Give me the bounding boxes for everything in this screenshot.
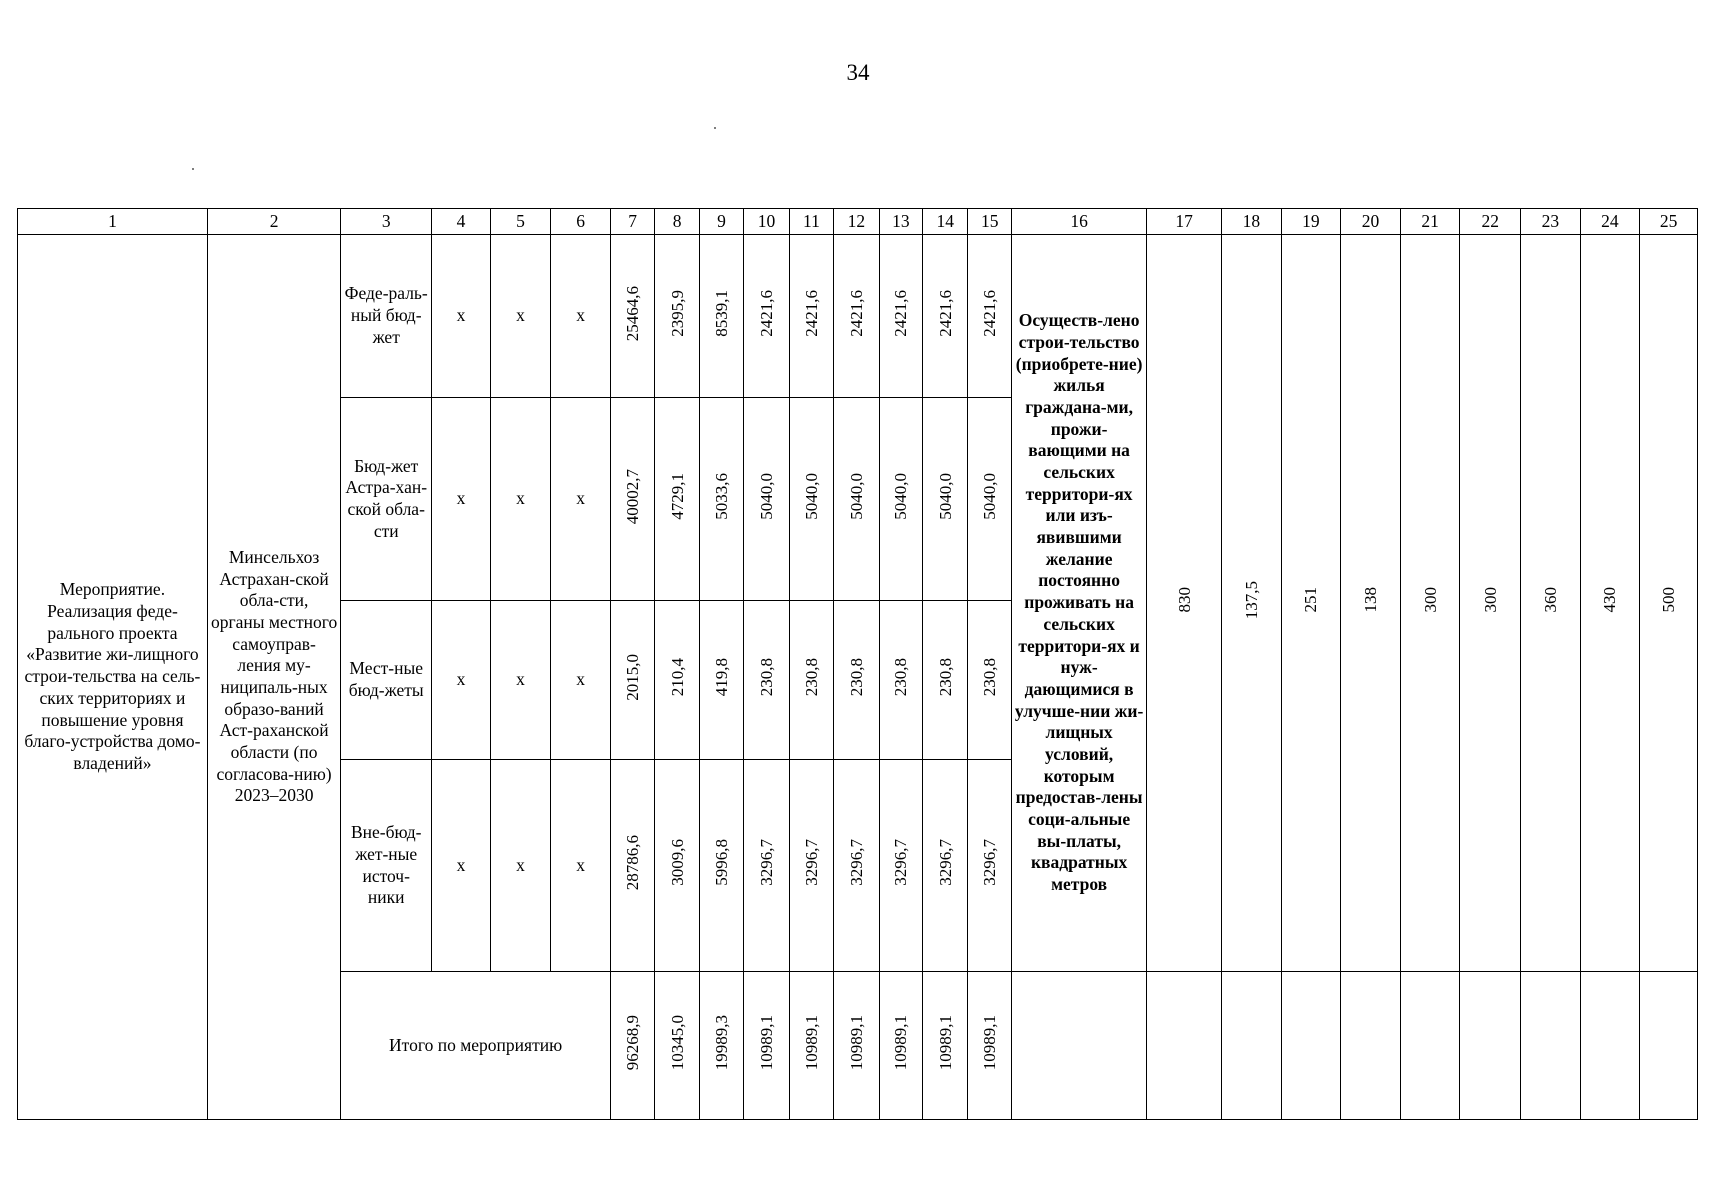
funding-value-cell-text: 5040,0	[935, 472, 955, 520]
empty-cell	[1341, 972, 1401, 1120]
empty-cell	[1400, 972, 1460, 1120]
total-value-cell-text: 10989,1	[980, 1015, 1000, 1071]
indicator-cell: Осуществ-лено строи-тельство (приобрете-ние) жилья граждана-ми, прожи-вающими на сельских территори-ях или изъ-явившими желание постоянно проживать на сельских территори-ях и нуж-дающимися в улучше-нии жи-лищных условий, которым предостав-лены соци-альные вы-платы, квадратных метров	[1011, 235, 1146, 972]
empty-cell	[1460, 972, 1521, 1120]
total-value-cell	[789, 972, 833, 1120]
column-number-header: 13	[879, 209, 922, 235]
indicator-value-cell	[1460, 235, 1521, 972]
executor-cell: Минсельхоз Астрахан-ской обла-сти, органы местного самоуправ-ления му-ниципаль-ных образо-ваний Аст-раханской области (по согласова-нию) 2023–2030	[207, 235, 340, 1120]
funding-value-cell	[968, 398, 1011, 601]
mark-cell: x	[432, 398, 491, 601]
funding-value-cell-text: 8539,1	[711, 289, 731, 337]
total-value-cell-text: 19989,3	[711, 1015, 731, 1071]
funding-value-cell-text: 3296,7	[935, 839, 955, 887]
indicator-value-cell-text: 251	[1301, 587, 1321, 613]
funding-value-cell-text: 230,8	[846, 658, 866, 697]
empty-cell	[1521, 972, 1581, 1120]
mark-cell: x	[432, 601, 491, 760]
column-number-header: 5	[490, 209, 551, 235]
funding-value-cell	[610, 235, 654, 398]
funding-value-cell-text: 419,8	[711, 658, 731, 697]
mark-cell: x	[490, 601, 551, 760]
funding-value-cell	[834, 235, 879, 398]
funding-value-cell-text: 5040,0	[756, 472, 776, 520]
funding-value-cell-text: 3296,7	[846, 839, 866, 887]
column-number-header: 2	[207, 209, 340, 235]
column-number-header: 11	[789, 209, 833, 235]
column-number-header: 18	[1222, 209, 1282, 235]
funding-value-cell	[879, 601, 922, 760]
empty-cell	[1640, 972, 1698, 1120]
funding-value-cell	[789, 235, 833, 398]
column-number-header: 21	[1400, 209, 1460, 235]
funding-value-cell	[789, 398, 833, 601]
funding-value-cell	[610, 760, 654, 972]
column-number-header: 22	[1460, 209, 1521, 235]
event-name-cell: Мероприятие. Реализация феде-рального проекта «Развитие жи-лищного строи-тельства на сель-ских территориях и повышение уровня благо-устройства домо-владений»	[18, 235, 208, 1120]
funding-value-cell	[655, 235, 699, 398]
funding-value-cell-text: 230,8	[935, 658, 955, 697]
funding-source-cell: Вне-бюд-жет-ные источ-ники	[341, 760, 432, 972]
empty-cell	[1580, 972, 1640, 1120]
scan-speck	[714, 127, 716, 129]
funding-value-cell	[968, 760, 1011, 972]
funding-value-cell-text: 230,8	[980, 658, 1000, 697]
mark-cell: x	[490, 760, 551, 972]
header-row	[18, 209, 1698, 235]
funding-value-cell-text: 5040,0	[846, 472, 866, 520]
funding-value-cell-text: 5040,0	[891, 472, 911, 520]
column-number-header: 12	[834, 209, 879, 235]
funding-value-cell	[968, 601, 1011, 760]
funding-source-row	[18, 235, 1698, 398]
funding-value-cell	[879, 760, 922, 972]
funding-value-cell-text: 3009,6	[667, 839, 687, 887]
funding-value-cell-text: 2421,6	[891, 289, 911, 337]
funding-value-cell-text: 2421,6	[801, 289, 821, 337]
total-value-cell	[834, 972, 879, 1120]
funding-value-cell	[699, 398, 743, 601]
funding-value-cell-text: 25464,6	[623, 285, 643, 341]
mark-cell: x	[490, 398, 551, 601]
column-number-header: 10	[744, 209, 789, 235]
total-value-cell	[879, 972, 922, 1120]
funding-value-cell	[744, 760, 789, 972]
funding-value-cell	[610, 601, 654, 760]
funding-value-cell	[879, 398, 922, 601]
indicator-value-cell-text: 830	[1174, 587, 1194, 613]
mark-cell: x	[551, 760, 611, 972]
funding-value-cell-text: 5040,0	[980, 472, 1000, 520]
funding-value-cell-text: 5040,0	[801, 472, 821, 520]
column-number-header: 23	[1521, 209, 1581, 235]
column-number-header: 9	[699, 209, 743, 235]
column-number-header: 4	[432, 209, 491, 235]
funding-value-cell	[879, 235, 922, 398]
total-value-cell	[923, 972, 968, 1120]
budget-table	[17, 208, 1698, 1120]
indicator-value-cell-text: 137,5	[1241, 581, 1261, 620]
funding-value-cell-text: 2015,0	[623, 653, 643, 701]
funding-source-cell: Феде-раль-ный бюд-жет	[341, 235, 432, 398]
funding-value-cell-text: 40002,7	[623, 468, 643, 524]
indicator-value-cell	[1640, 235, 1698, 972]
empty-cell	[1011, 972, 1146, 1120]
indicator-value-cell-text: 138	[1360, 587, 1380, 613]
empty-cell	[1281, 972, 1341, 1120]
indicator-value-cell	[1222, 235, 1282, 972]
funding-value-cell-text: 2421,6	[935, 289, 955, 337]
indicator-value-cell	[1580, 235, 1640, 972]
page-number: 34	[846, 60, 870, 85]
funding-value-cell-text: 230,8	[801, 658, 821, 697]
column-number-header: 14	[923, 209, 968, 235]
indicator-value-cell	[1521, 235, 1581, 972]
column-number-header: 16	[1011, 209, 1146, 235]
funding-value-cell	[655, 601, 699, 760]
funding-value-cell-text: 2421,6	[846, 289, 866, 337]
funding-value-cell	[744, 398, 789, 601]
funding-source-cell: Мест-ные бюд-жеты	[341, 601, 432, 760]
indicator-value-cell	[1400, 235, 1460, 972]
column-number-header: 19	[1281, 209, 1341, 235]
funding-value-cell	[744, 601, 789, 760]
column-number-header: 24	[1580, 209, 1640, 235]
indicator-value-cell-text: 300	[1420, 587, 1440, 613]
indicator-value-cell	[1147, 235, 1222, 972]
total-value-cell-text: 10989,1	[846, 1015, 866, 1071]
funding-value-cell	[923, 398, 968, 601]
empty-cell	[1222, 972, 1282, 1120]
total-value-cell-text: 96268,9	[623, 1015, 643, 1071]
total-value-cell-text: 10989,1	[801, 1015, 821, 1071]
funding-value-cell	[923, 601, 968, 760]
mark-cell: x	[551, 398, 611, 601]
indicator-value-cell	[1281, 235, 1341, 972]
column-number-header: 7	[610, 209, 654, 235]
column-number-header: 3	[341, 209, 432, 235]
indicator-value-cell-text: 430	[1600, 587, 1620, 613]
total-value-cell-text: 10989,1	[935, 1015, 955, 1071]
total-value-cell-text: 10345,0	[667, 1015, 687, 1071]
funding-value-cell-text: 210,4	[667, 658, 687, 697]
funding-value-cell	[699, 760, 743, 972]
column-number-header: 20	[1341, 209, 1401, 235]
total-value-cell	[699, 972, 743, 1120]
funding-value-cell-text: 4729,1	[667, 472, 687, 520]
total-value-cell	[744, 972, 789, 1120]
funding-value-cell-text: 3296,7	[756, 839, 776, 887]
funding-value-cell	[834, 760, 879, 972]
funding-value-cell	[834, 398, 879, 601]
funding-value-cell	[610, 398, 654, 601]
funding-value-cell	[655, 760, 699, 972]
total-value-cell	[610, 972, 654, 1120]
funding-value-cell-text: 2421,6	[756, 289, 776, 337]
column-number-header: 6	[551, 209, 611, 235]
column-number-header: 17	[1147, 209, 1222, 235]
funding-value-cell	[789, 601, 833, 760]
funding-value-cell-text: 2395,9	[667, 289, 687, 337]
funding-value-cell-text: 3296,7	[801, 839, 821, 887]
column-number-header: 8	[655, 209, 699, 235]
funding-value-cell	[834, 601, 879, 760]
total-label-cell: Итого по мероприятию	[341, 972, 611, 1120]
funding-value-cell	[923, 760, 968, 972]
funding-value-cell	[655, 398, 699, 601]
column-number-header: 1	[18, 209, 208, 235]
funding-value-cell	[923, 235, 968, 398]
total-value-cell	[968, 972, 1011, 1120]
mark-cell: x	[551, 235, 611, 398]
funding-value-cell-text: 2421,6	[980, 289, 1000, 337]
column-number-header: 15	[968, 209, 1011, 235]
indicator-value-cell-text: 500	[1659, 587, 1679, 613]
funding-value-cell-text: 230,8	[756, 658, 776, 697]
total-value-cell-text: 10989,1	[756, 1015, 776, 1071]
funding-source-cell: Бюд-жет Астра-хан-ской обла-сти	[341, 398, 432, 601]
funding-value-cell	[789, 760, 833, 972]
funding-value-cell-text: 3296,7	[891, 839, 911, 887]
funding-value-cell	[744, 235, 789, 398]
column-number-header: 25	[1640, 209, 1698, 235]
mark-cell: x	[551, 601, 611, 760]
total-value-cell	[655, 972, 699, 1120]
total-value-cell-text: 10989,1	[891, 1015, 911, 1071]
funding-value-cell	[968, 235, 1011, 398]
mark-cell: x	[432, 760, 491, 972]
funding-value-cell-text: 28786,6	[623, 835, 643, 891]
funding-value-cell	[699, 601, 743, 760]
funding-value-cell-text: 5033,6	[711, 472, 731, 520]
funding-value-cell	[699, 235, 743, 398]
indicator-value-cell-text: 300	[1480, 587, 1500, 613]
empty-cell	[1147, 972, 1222, 1120]
indicator-value-cell	[1341, 235, 1401, 972]
indicator-value-cell-text: 360	[1540, 587, 1560, 613]
mark-cell: x	[490, 235, 551, 398]
funding-value-cell-text: 230,8	[891, 658, 911, 697]
mark-cell: x	[432, 235, 491, 398]
funding-value-cell-text: 5996,8	[711, 839, 731, 887]
scan-speck	[192, 168, 194, 170]
funding-value-cell-text: 3296,7	[980, 839, 1000, 887]
